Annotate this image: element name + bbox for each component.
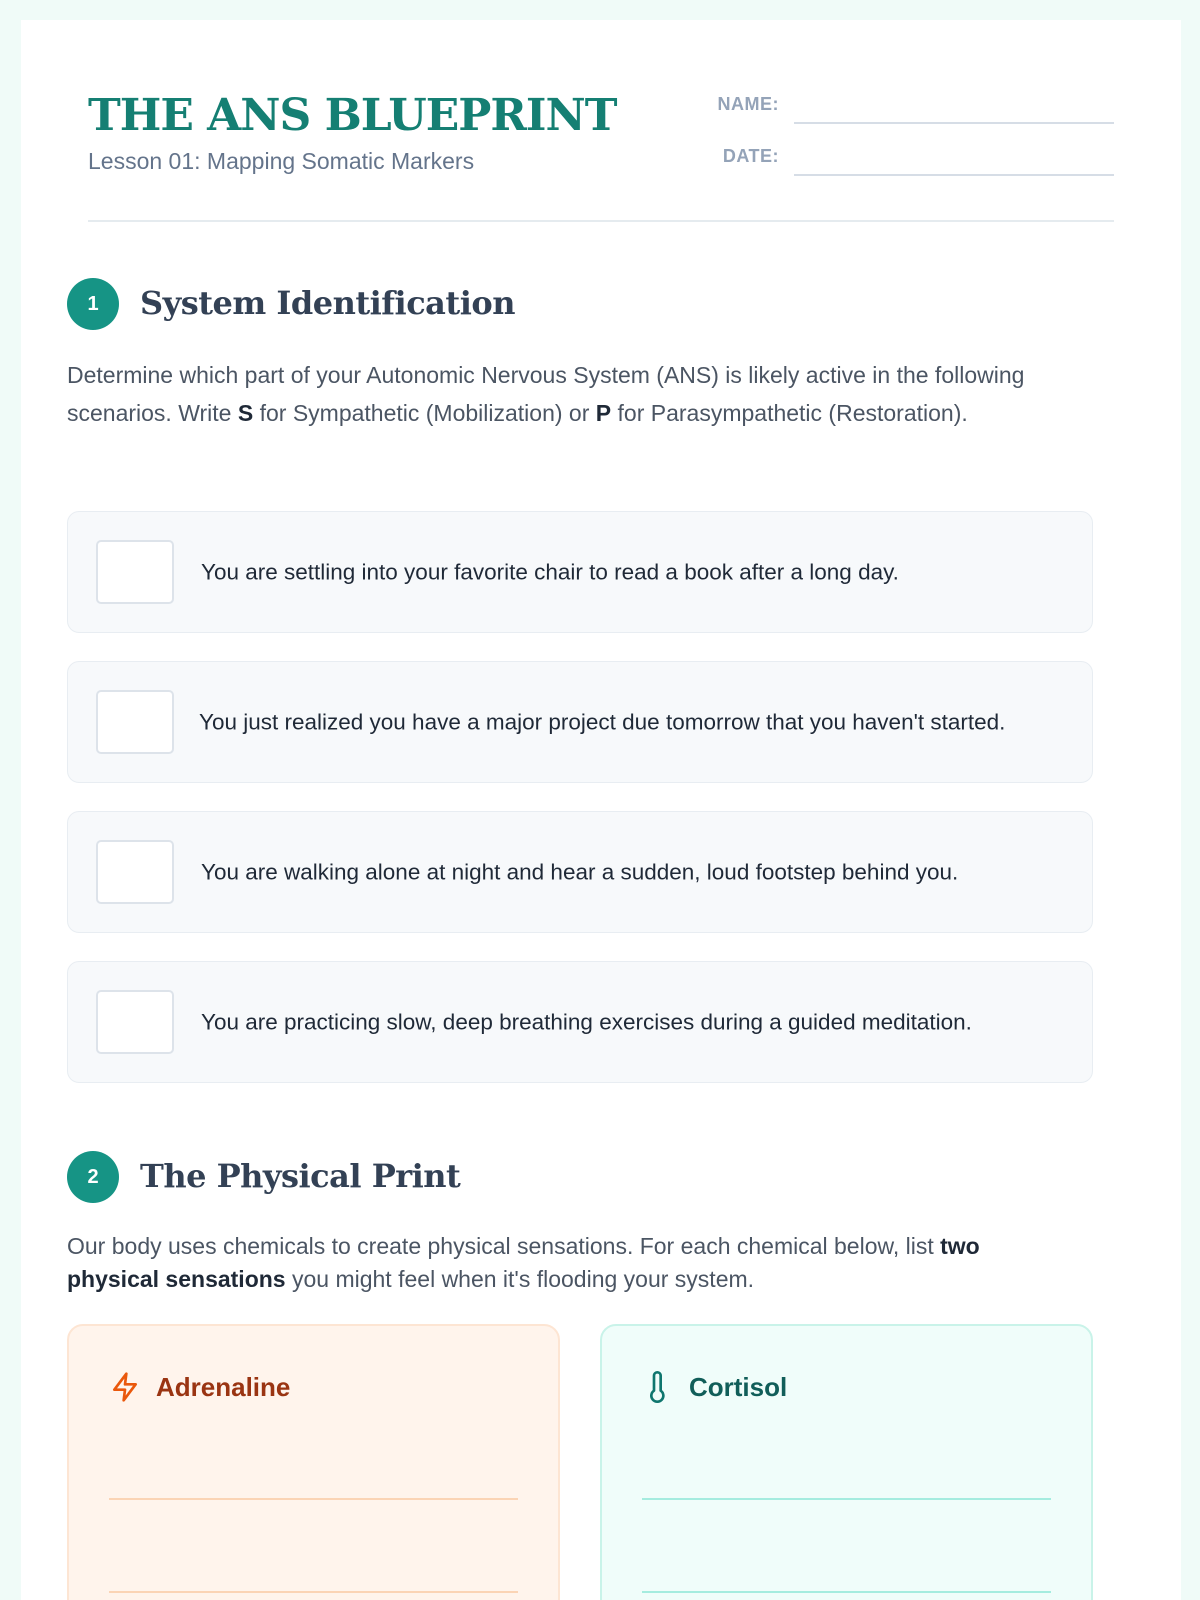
section-2-instructions: [67, 1230, 1077, 1296]
chemical-name: Cortisol: [689, 1372, 788, 1402]
scenario-text: You are settling into your favorite chair to read a book after a long day.: [201, 559, 899, 585]
section-number-badge: 2: [67, 1151, 119, 1203]
section-number-badge: 1: [67, 278, 119, 330]
cortisol-card: [600, 1324, 1093, 1600]
scenario-item: [67, 511, 1093, 633]
sensation-line[interactable]: [109, 1591, 518, 1593]
sensation-line[interactable]: [642, 1591, 1051, 1593]
instructions-text: Our body uses chemicals to create physical sensations. For each chemical below, list: [67, 1233, 941, 1259]
thermometer-icon: [642, 1370, 674, 1404]
instructions-text: for Sympathetic (Mobilization) or: [253, 400, 596, 426]
scenario-text: You are walking alone at night and hear a sudden, loud footstep behind you.: [201, 859, 959, 885]
instructions-text: Determine which part of your Autonomic Nervous System (ANS) is likely active in the following scenarios. Write: [67, 362, 1025, 426]
section-title: The Physical Print: [140, 1157, 461, 1195]
name-field[interactable]: [688, 92, 1114, 132]
parasympathetic-letter: P: [595, 400, 612, 426]
name-label: NAME:: [717, 94, 779, 114]
worksheet-header: [88, 20, 1114, 222]
scenario-item: [67, 661, 1093, 783]
lightning-bolt-icon: [109, 1370, 141, 1404]
sensation-line[interactable]: [109, 1498, 518, 1500]
section-1-instructions: [67, 356, 1067, 432]
scenario-text: You are practicing slow, deep breathing exercises during a guided meditation.: [201, 1009, 972, 1035]
instructions-text: for Parasympathetic (Restoration).: [611, 400, 968, 426]
answer-box[interactable]: [96, 540, 174, 604]
section-title: System Identification: [140, 284, 515, 322]
lesson-subtitle: Lesson 01: Mapping Somatic Markers: [88, 148, 475, 174]
instructions-emphasis: two physical sensations: [67, 1233, 980, 1292]
date-label: DATE:: [722, 146, 779, 166]
sympathetic-letter: S: [237, 400, 254, 426]
name-input-line[interactable]: [794, 122, 1114, 124]
date-input-line[interactable]: [794, 174, 1114, 176]
instructions-text: you might feel when it's flooding your system.: [285, 1266, 755, 1292]
answer-box[interactable]: [96, 690, 174, 754]
date-field[interactable]: [688, 144, 1114, 184]
worksheet-title: THE ANS BLUEPRINT: [88, 90, 617, 141]
scenario-item: [67, 961, 1093, 1083]
scenario-text: You just realized you have a major project due tomorrow that you haven't started.: [199, 709, 1006, 735]
scenario-item: [67, 811, 1093, 933]
answer-box[interactable]: [96, 990, 174, 1054]
chemical-name: Adrenaline: [156, 1372, 291, 1402]
answer-box[interactable]: [96, 840, 174, 904]
adrenaline-card: [67, 1324, 560, 1600]
sensation-line[interactable]: [642, 1498, 1051, 1500]
